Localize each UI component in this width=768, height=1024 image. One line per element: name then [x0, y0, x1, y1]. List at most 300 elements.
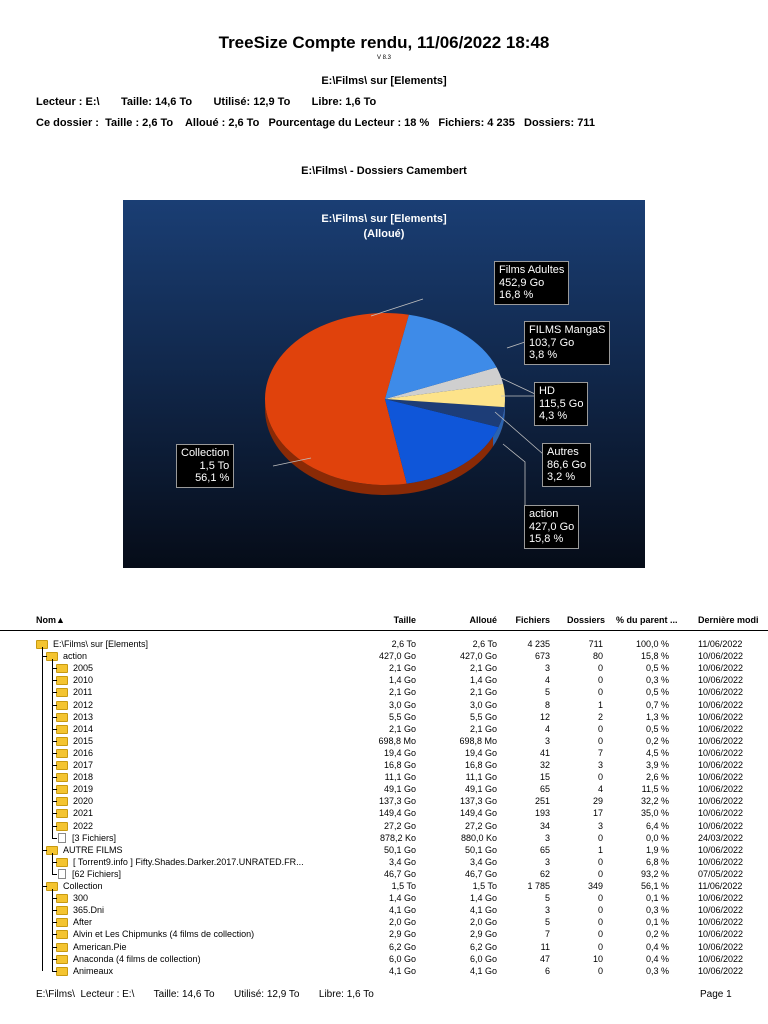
parent-percent-cell: 0,4 % — [645, 954, 669, 964]
item-name: 2012 — [73, 700, 94, 710]
chart-title: E:\Films\ sur [Elements] — [321, 213, 447, 225]
item-name: [3 Fichiers] — [72, 833, 117, 843]
date-cell: 10/06/2022 — [698, 893, 744, 903]
date-cell: 10/06/2022 — [698, 784, 744, 794]
files-cell: 4 — [544, 675, 550, 685]
item-name: [62 Fichiers] — [72, 869, 122, 879]
size-cell: 4,1 Go — [388, 905, 416, 915]
folder-icon — [56, 809, 68, 818]
folders-cell: 0 — [597, 833, 603, 843]
tree-branch — [52, 753, 57, 754]
callout-films-mangas — [524, 321, 610, 365]
allocated-cell: 11,1 Go — [465, 772, 497, 782]
name-cell — [36, 638, 148, 650]
item-name: 2016 — [73, 748, 94, 758]
folder-icon — [56, 773, 68, 782]
folder-icon — [56, 858, 68, 867]
allocated-cell: 4,1 Go — [469, 966, 497, 976]
folder-icon — [56, 894, 68, 903]
size-cell: 698,8 Mo — [378, 736, 416, 746]
folders-cell: 3 — [597, 821, 603, 831]
table-header — [0, 612, 768, 631]
folder-icon — [56, 822, 68, 831]
date-cell: 07/05/2022 — [698, 869, 744, 879]
folder-summary: Ce dossier : Taille : 2,6 To Alloué : 2,6 To Pourcentage du Lecteur : 18 % Fichiers: 4 235 Dossiers: 711 — [36, 117, 595, 129]
files-cell: 65 — [539, 845, 550, 855]
size-cell: 27,2 Go — [383, 821, 416, 831]
table-row[interactable] — [0, 807, 768, 819]
name-cell — [56, 820, 93, 832]
date-cell: 10/06/2022 — [698, 651, 744, 661]
files-cell: 47 — [539, 954, 550, 964]
table-row[interactable] — [0, 820, 768, 832]
report-path: E:\Films\ sur [Elements] — [321, 75, 447, 87]
callout-percent: 56,1 % — [195, 472, 230, 484]
item-name: 2021 — [73, 808, 94, 818]
item-name: Alvin et Les Chipmunks (4 films de collection) — [73, 929, 255, 939]
parent-percent-cell: 0,7 % — [645, 700, 669, 710]
tree-branch — [52, 717, 57, 718]
allocated-cell: 1,5 To — [472, 881, 497, 891]
column-header-files[interactable]: Fichiers — [515, 615, 550, 625]
date-cell: 10/06/2022 — [698, 808, 744, 818]
table-row[interactable] — [0, 832, 768, 844]
folders-cell: 0 — [597, 687, 603, 697]
name-cell — [56, 941, 127, 953]
callout-name: HD — [539, 385, 555, 397]
folder-icon — [56, 737, 68, 746]
callout-value: 86,6 Go — [547, 458, 587, 471]
leader-action — [503, 444, 525, 510]
files-cell: 34 — [539, 821, 550, 831]
item-name: American.Pie — [73, 942, 127, 952]
footer-summary: E:\Films\ Lecteur : E:\ Taille: 14,6 To Utilisé: 12,9 To Libre: 1,6 To — [36, 989, 374, 1000]
parent-percent-cell: 0,1 % — [645, 893, 669, 903]
date-cell: 24/03/2022 — [698, 833, 744, 843]
date-cell: 10/06/2022 — [698, 675, 744, 685]
size-cell: 137,3 Go — [378, 796, 416, 806]
item-name: 2019 — [73, 784, 94, 794]
folders-cell: 349 — [587, 881, 603, 891]
size-cell: 2,0 Go — [388, 917, 416, 927]
files-cell: 5 — [544, 687, 550, 697]
tree-line — [52, 853, 53, 874]
date-cell: 11/06/2022 — [698, 881, 743, 891]
table-row[interactable] — [0, 953, 768, 965]
table-row[interactable] — [0, 638, 768, 650]
folders-cell: 0 — [597, 772, 603, 782]
size-cell: 46,7 Go — [383, 869, 416, 879]
table-row[interactable] — [0, 711, 768, 723]
allocated-cell: 5,5 Go — [469, 712, 497, 722]
name-cell — [56, 928, 254, 940]
page-number: Page 1 — [700, 989, 732, 1000]
date-cell: 10/06/2022 — [698, 845, 744, 855]
files-cell: 3 — [544, 663, 550, 673]
tree-branch — [52, 765, 57, 766]
folder-icon — [56, 749, 68, 758]
size-cell: 2,1 Go — [388, 724, 416, 734]
table-row[interactable] — [0, 941, 768, 953]
folder-icon — [56, 930, 68, 939]
name-cell — [56, 723, 93, 735]
files-cell: 1 785 — [527, 881, 550, 891]
date-cell: 10/06/2022 — [698, 929, 744, 939]
parent-percent-cell: 100,0 % — [635, 639, 669, 649]
callout-name: FILMS MangaS — [529, 324, 606, 336]
files-cell: 62 — [539, 869, 550, 879]
date-cell: 10/06/2022 — [698, 712, 744, 722]
callout-percent: 3,8 % — [529, 349, 558, 361]
name-cell — [56, 892, 88, 904]
table-row[interactable] — [0, 868, 768, 880]
files-cell: 3 — [544, 833, 550, 843]
name-cell — [46, 844, 123, 856]
chart-heading: E:\Films\ - Dossiers Camembert — [301, 165, 467, 177]
size-cell: 5,5 Go — [388, 712, 416, 722]
date-cell: 10/06/2022 — [698, 724, 744, 734]
date-cell: 10/06/2022 — [698, 857, 744, 867]
item-name: 2015 — [73, 736, 94, 746]
date-cell: 10/06/2022 — [698, 821, 744, 831]
table-row[interactable] — [0, 674, 768, 686]
folders-cell: 0 — [597, 724, 603, 734]
allocated-cell: 46,7 Go — [464, 869, 497, 879]
tree-line — [52, 659, 53, 838]
tree-branch — [42, 886, 47, 887]
name-cell — [56, 807, 93, 819]
folder-icon — [56, 664, 68, 673]
name-cell — [56, 674, 93, 686]
folders-cell: 1 — [597, 845, 603, 855]
size-cell: 1,4 Go — [388, 893, 416, 903]
allocated-cell: 19,4 Go — [464, 748, 497, 758]
item-name: 2011 — [73, 687, 93, 697]
allocated-cell: 3,4 Go — [469, 857, 497, 867]
item-name: 2022 — [73, 821, 94, 831]
table-row[interactable] — [0, 844, 768, 856]
allocated-cell: 1,4 Go — [469, 893, 497, 903]
folders-cell: 10 — [592, 954, 603, 964]
name-cell — [56, 735, 93, 747]
allocated-cell: 6,2 Go — [469, 942, 497, 952]
parent-percent-cell: 1,3 % — [645, 712, 669, 722]
parent-percent-cell: 3,9 % — [645, 760, 669, 770]
callout-percent: 16,8 % — [499, 289, 534, 301]
folder-icon — [56, 725, 68, 734]
table-row[interactable] — [0, 856, 768, 868]
folder-icon — [56, 955, 68, 964]
size-cell: 149,4 Go — [378, 808, 416, 818]
callout-autres — [542, 443, 591, 487]
allocated-cell: 880,0 Ko — [460, 833, 497, 843]
folders-cell: 1 — [597, 700, 603, 710]
files-cell: 4 235 — [527, 639, 550, 649]
column-header-size[interactable]: Taille — [393, 615, 416, 625]
folder-icon — [56, 906, 68, 915]
table-row[interactable] — [0, 735, 768, 747]
parent-percent-cell: 56,1 % — [640, 881, 669, 891]
size-cell: 6,0 Go — [388, 954, 416, 964]
folders-cell: 7 — [597, 748, 603, 758]
files-cell: 65 — [539, 784, 550, 794]
callout-value: 452,9 Go — [499, 276, 545, 289]
folders-cell: 0 — [597, 675, 603, 685]
item-name: After — [73, 917, 93, 927]
allocated-cell: 3,0 Go — [469, 700, 497, 710]
date-cell: 10/06/2022 — [698, 966, 744, 976]
column-header-last-modified[interactable]: Dernière modi — [698, 615, 759, 625]
tree-branch — [52, 813, 57, 814]
date-cell: 10/06/2022 — [698, 736, 744, 746]
size-cell: 50,1 Go — [383, 845, 416, 855]
folders-cell: 17 — [592, 808, 603, 818]
report-title: TreeSize Compte rendu, 11/06/2022 18:48 — [218, 33, 550, 52]
table-row[interactable] — [0, 916, 768, 928]
folder-icon — [56, 676, 68, 685]
callout-percent: 4,3 % — [539, 410, 568, 422]
parent-percent-cell: 32,2 % — [640, 796, 669, 806]
folders-cell: 0 — [597, 966, 603, 976]
name-cell — [56, 699, 93, 711]
callout-collection — [176, 444, 234, 488]
size-cell: 16,8 Go — [383, 760, 416, 770]
size-cell: 3,4 Go — [388, 857, 416, 867]
folders-cell: 29 — [592, 796, 603, 806]
size-cell: 2,6 To — [391, 639, 416, 649]
item-name: 2014 — [73, 724, 94, 734]
folders-cell: 0 — [597, 929, 603, 939]
parent-percent-cell: 6,4 % — [645, 821, 669, 831]
item-name: Animeaux — [73, 966, 114, 976]
allocated-cell: 137,3 Go — [459, 796, 497, 806]
name-cell — [56, 904, 104, 916]
column-header-parent-percent[interactable]: % du parent ... — [616, 615, 678, 625]
files-cell: 673 — [534, 651, 550, 661]
file-icon — [58, 869, 66, 879]
allocated-cell: 49,1 Go — [464, 784, 497, 794]
callout-films-adultes — [494, 261, 569, 305]
name-cell — [56, 662, 93, 674]
folder-icon — [56, 688, 68, 697]
item-name: E:\Films\ sur [Elements] — [53, 639, 149, 649]
folders-cell: 0 — [597, 663, 603, 673]
table-row[interactable] — [0, 662, 768, 674]
name-cell — [56, 965, 113, 977]
parent-percent-cell: 0,0 % — [645, 833, 669, 843]
item-name: AUTRE FILMS — [63, 845, 123, 855]
parent-percent-cell: 0,3 % — [645, 675, 669, 685]
size-cell: 427,0 Go — [378, 651, 416, 661]
folders-cell: 2 — [597, 712, 603, 722]
tree-branch — [52, 898, 57, 899]
date-cell: 10/06/2022 — [698, 905, 744, 915]
table-row[interactable] — [0, 723, 768, 735]
size-cell: 11,1 Go — [384, 772, 416, 782]
tree-branch — [52, 862, 57, 863]
table-row[interactable] — [0, 965, 768, 977]
allocated-cell: 427,0 Go — [459, 651, 497, 661]
table-row[interactable] — [0, 904, 768, 916]
parent-percent-cell: 0,2 % — [645, 929, 669, 939]
tree-branch — [52, 741, 57, 742]
size-cell: 19,4 Go — [383, 748, 416, 758]
callout-name: action — [529, 508, 559, 520]
folder-icon — [56, 918, 68, 927]
files-cell: 193 — [534, 808, 550, 818]
parent-percent-cell: 1,9 % — [645, 845, 669, 855]
size-cell: 6,2 Go — [388, 942, 416, 952]
allocated-cell: 27,2 Go — [464, 821, 497, 831]
files-cell: 7 — [544, 929, 550, 939]
date-cell: 10/06/2022 — [698, 772, 744, 782]
parent-percent-cell: 2,6 % — [645, 772, 669, 782]
folders-cell: 0 — [597, 942, 603, 952]
version-label: V 8.3 — [376, 55, 391, 61]
size-cell: 2,1 Go — [388, 663, 416, 673]
name-cell — [56, 856, 304, 868]
item-name: action — [63, 651, 88, 661]
column-header-allocated[interactable]: Alloué — [469, 615, 497, 625]
folder-icon — [56, 761, 68, 770]
table-row[interactable] — [0, 771, 768, 783]
table-row[interactable] — [0, 783, 768, 795]
column-header-folders[interactable]: Dossiers — [566, 615, 605, 625]
drive-summary: Lecteur : E:\ Taille: 14,6 To Utilisé: 12,9 To Libre: 1,6 To — [36, 96, 377, 108]
column-header-name[interactable] — [36, 615, 65, 625]
table-row[interactable] — [0, 928, 768, 940]
folders-cell: 0 — [597, 917, 603, 927]
table-row[interactable] — [0, 759, 768, 771]
allocated-cell: 16,8 Go — [464, 760, 497, 770]
parent-percent-cell: 11,5 % — [641, 784, 669, 794]
allocated-cell: 2,0 Go — [469, 917, 497, 927]
folder-icon — [56, 943, 68, 952]
name-cell — [56, 868, 121, 880]
parent-percent-cell: 0,5 % — [645, 687, 669, 697]
name-cell — [56, 686, 92, 698]
parent-percent-cell: 0,1 % — [645, 917, 669, 927]
name-cell — [56, 783, 93, 795]
name-cell — [56, 711, 93, 723]
tree-branch — [52, 947, 57, 948]
files-cell: 5 — [544, 917, 550, 927]
table-row[interactable] — [0, 699, 768, 711]
callout-name: Collection — [181, 447, 230, 459]
parent-percent-cell: 15,8 % — [640, 651, 669, 661]
tree-branch — [52, 705, 57, 706]
folders-cell: 711 — [588, 639, 603, 649]
callout-value: 427,0 Go — [529, 520, 575, 533]
parent-percent-cell: 6,8 % — [645, 857, 669, 867]
item-name: 2018 — [73, 772, 94, 782]
tree-line — [42, 647, 43, 971]
tree-branch — [52, 692, 57, 693]
chart-subtitle: (Alloué) — [363, 228, 405, 240]
folders-cell: 0 — [597, 857, 603, 867]
callout-hd — [534, 382, 588, 426]
date-cell: 10/06/2022 — [698, 917, 744, 927]
folders-cell: 0 — [597, 893, 603, 903]
leader-films-mangas — [507, 342, 525, 348]
parent-percent-cell: 4,5 % — [645, 748, 669, 758]
folders-cell: 80 — [592, 651, 603, 661]
tree-branch — [52, 934, 57, 935]
column-label: Nom — [36, 615, 56, 625]
tree-branch — [52, 874, 57, 875]
file-icon — [58, 833, 66, 843]
folder-icon — [56, 967, 68, 976]
name-cell — [46, 880, 103, 892]
item-name: 2020 — [73, 796, 94, 806]
item-name: Anaconda (4 films de collection) — [73, 954, 201, 964]
size-cell: 4,1 Go — [388, 966, 416, 976]
parent-percent-cell: 35,0 % — [640, 808, 669, 818]
parent-percent-cell: 0,5 % — [645, 663, 669, 673]
callout-action — [524, 505, 579, 549]
table-row[interactable] — [0, 795, 768, 807]
table-row[interactable] — [0, 650, 768, 662]
table-row[interactable] — [0, 747, 768, 759]
tree-branch — [52, 668, 57, 669]
name-cell — [56, 759, 93, 771]
item-name: 2013 — [73, 712, 94, 722]
pie-chart-panel — [123, 200, 645, 568]
allocated-cell: 698,8 Mo — [459, 736, 497, 746]
tree-branch — [42, 850, 47, 851]
parent-percent-cell: 0,5 % — [645, 724, 669, 734]
tree-branch — [52, 838, 57, 839]
item-name: Collection — [63, 881, 103, 891]
folder-icon — [56, 797, 68, 806]
table-row[interactable] — [0, 892, 768, 904]
files-cell: 8 — [544, 700, 550, 710]
table-row[interactable] — [0, 686, 768, 698]
callout-value: 1,5 To — [199, 459, 230, 472]
tree-branch — [52, 959, 57, 960]
name-cell — [56, 953, 201, 965]
size-cell: 2,9 Go — [388, 929, 416, 939]
size-cell: 878,2 Ko — [379, 833, 416, 843]
folders-cell: 3 — [597, 760, 603, 770]
item-name: 2017 — [73, 760, 94, 770]
files-cell: 251 — [534, 796, 550, 806]
date-cell: 10/06/2022 — [698, 796, 744, 806]
tree-branch — [52, 789, 57, 790]
name-cell — [56, 771, 93, 783]
date-cell: 10/06/2022 — [698, 760, 744, 770]
allocated-cell: 50,1 Go — [464, 845, 497, 855]
table-row[interactable] — [0, 880, 768, 892]
files-cell: 15 — [539, 772, 550, 782]
leader-hd — [501, 378, 535, 394]
date-cell: 10/06/2022 — [698, 687, 744, 697]
name-cell — [56, 795, 93, 807]
item-name: 2010 — [73, 675, 94, 685]
tree-branch — [52, 777, 57, 778]
folders-cell: 0 — [597, 905, 603, 915]
date-cell: 10/06/2022 — [698, 942, 744, 952]
files-cell: 32 — [539, 760, 550, 770]
files-cell: 11 — [540, 942, 550, 952]
allocated-cell: 2,1 Go — [469, 663, 497, 673]
allocated-cell: 2,1 Go — [469, 724, 497, 734]
item-name: [ Torrent9.info ] Fifty.Shades.Darker.2017.UNRATED.FR... — [73, 857, 304, 867]
files-cell: 5 — [544, 893, 550, 903]
files-cell: 3 — [544, 905, 550, 915]
name-cell — [56, 747, 93, 759]
tree-branch — [52, 680, 57, 681]
